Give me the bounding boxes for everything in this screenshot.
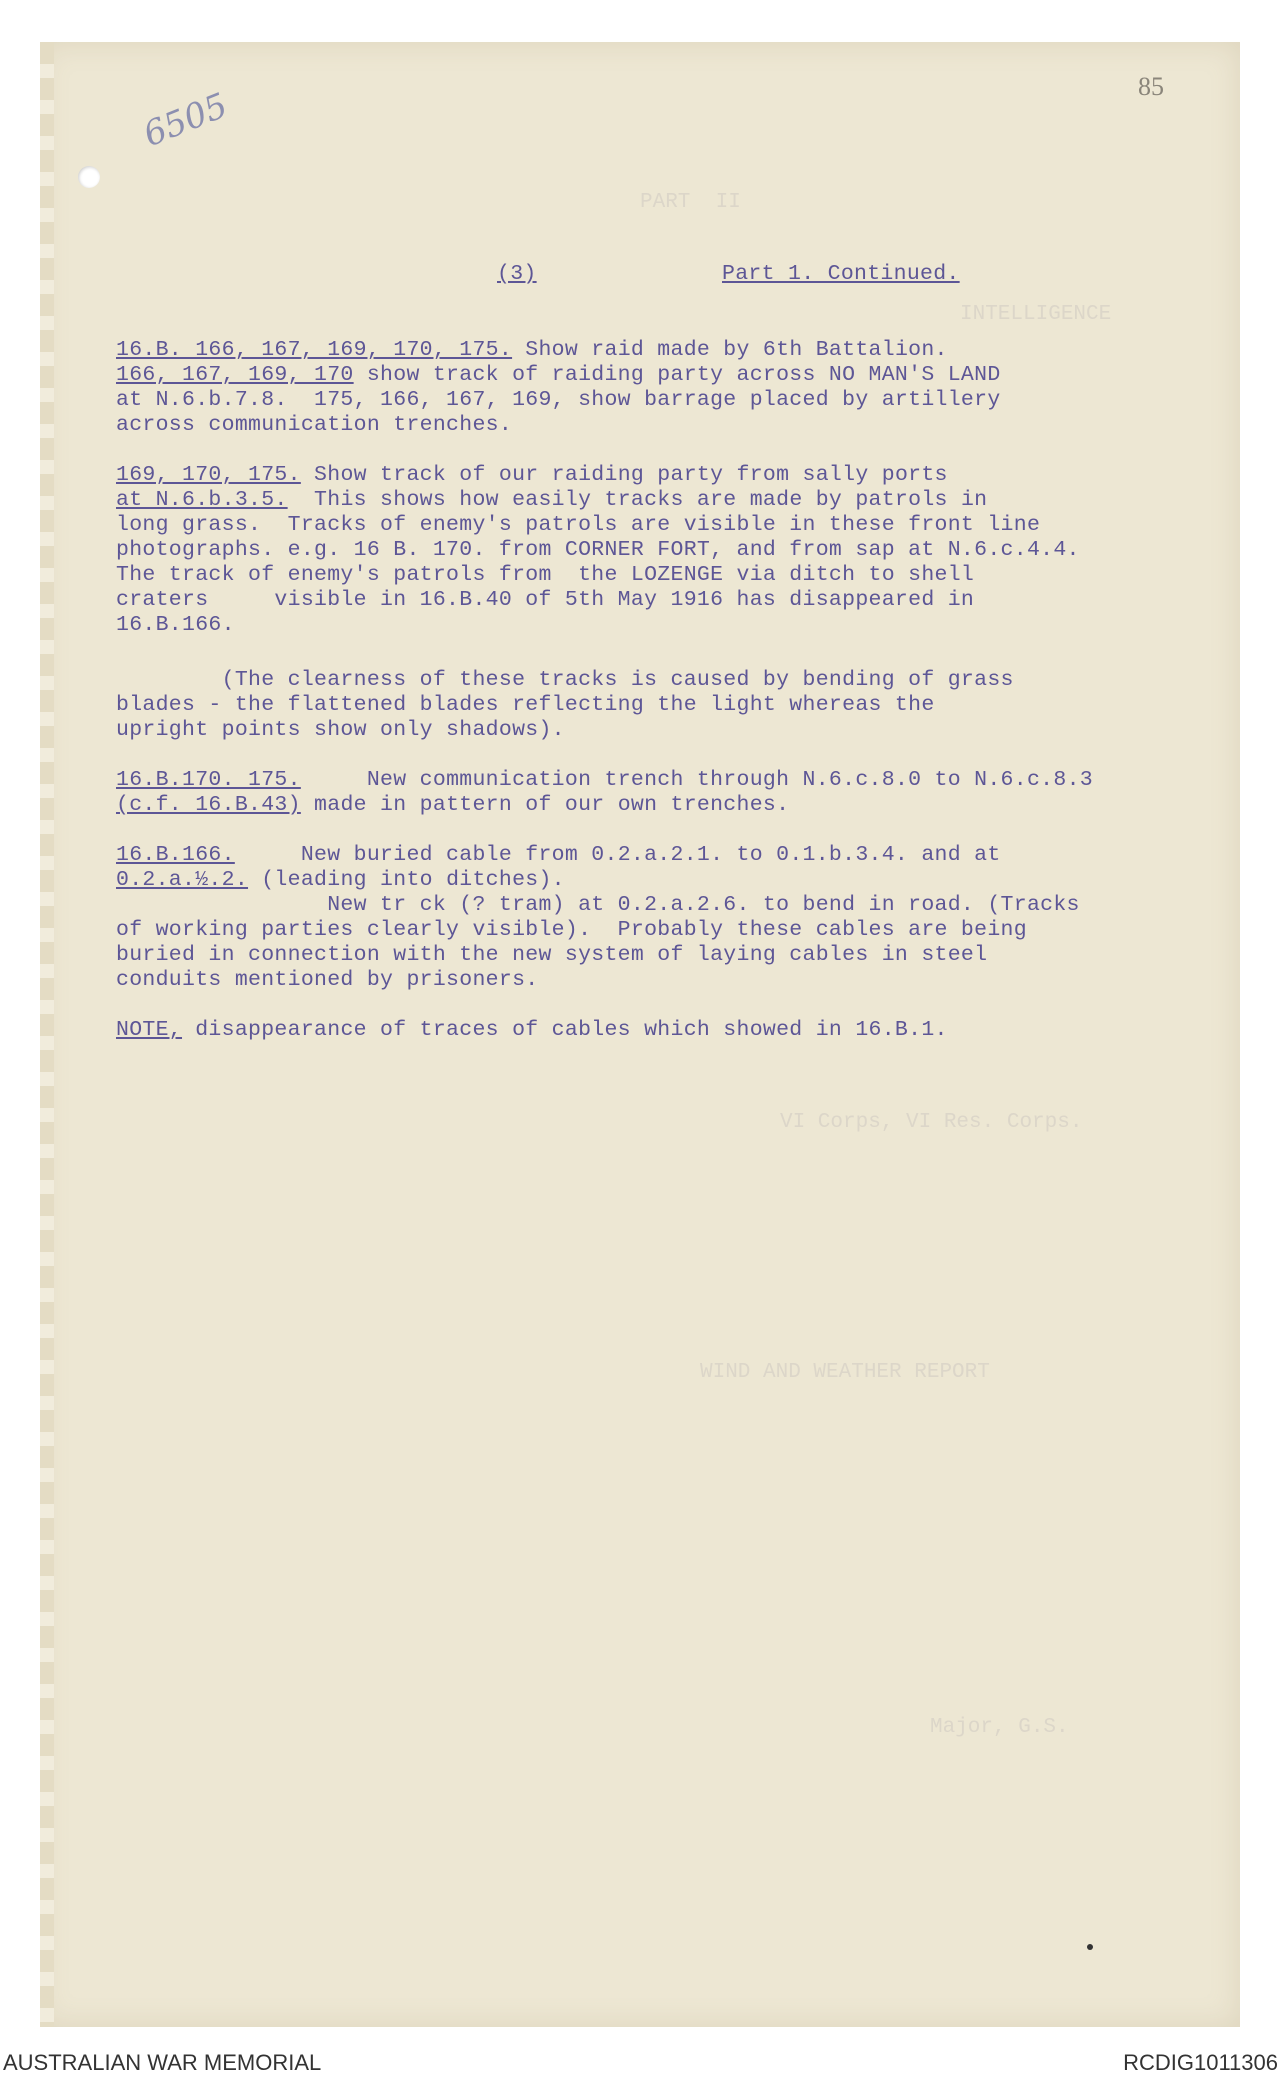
text-line: of working parties clearly visible). Probably these cables are being — [116, 918, 1027, 942]
photo-ref: 16.B.166. — [116, 843, 235, 867]
text-line: (The clearness of these tracks is caused by bending of grass — [116, 668, 1014, 692]
text-line: conduits mentioned by prisoners. — [116, 968, 539, 992]
paragraph-communication-trench — [116, 768, 1226, 818]
grid-ref: 0.2.a.½.2. — [116, 868, 249, 892]
text-line: New communication trench through N.6.c.8.0 to N.6.c.8.3 — [300, 768, 1093, 792]
text-line: New tr ck (? tram) at 0.2.a.2.6. to bend in road. (Tracks — [116, 893, 1080, 917]
text-line: disappearance of traces of cables which showed in 16.B.1. — [182, 1018, 948, 1042]
paragraph-buried-cable — [116, 843, 1226, 993]
punch-hole — [78, 166, 100, 188]
text-line: at N.6.b.7.8. 175, 166, 167, 169, show barrage placed by artillery — [116, 388, 1001, 412]
bleed-through: Major, G.S. — [930, 1716, 1069, 1739]
page-number: 85 — [1138, 72, 1164, 101]
paragraph-note — [116, 1018, 1226, 1043]
paragraph-clearness — [116, 668, 1226, 743]
text-line: upright points show only shadows). — [116, 718, 565, 742]
text-line: buried in connection with the new system of laying cables in steel — [116, 943, 988, 967]
footer-archive-name: AUSTRALIAN WAR MEMORIAL — [3, 2050, 322, 2075]
text-line: This shows how easily tracks are made by patrols in — [287, 488, 988, 512]
photo-ref: (c.f. 16.B.43) — [116, 793, 301, 817]
photo-ref: 16.B. 166, 167, 169, 170, 175. — [116, 338, 513, 362]
text-line: show track of raiding party across NO MAN'S LAND — [353, 363, 1001, 387]
photo-ref: 166, 167, 169, 170 — [116, 363, 354, 387]
section-title: Part 1. Continued. — [722, 262, 960, 286]
text-line: Show raid made by 6th Battalion. — [512, 338, 948, 362]
bleed-through: INTELLIGENCE — [960, 303, 1112, 326]
grid-ref: at N.6.b.3.5. — [116, 488, 288, 512]
bleed-through: PART II — [640, 191, 741, 214]
text-line: long grass. Tracks of enemy's patrols are visible in these front line — [116, 513, 1041, 537]
note-label: NOTE, — [116, 1018, 183, 1042]
ink-dot — [1087, 1944, 1093, 1950]
text-line: made in pattern of our own trenches. — [300, 793, 790, 817]
text-line: (leading into ditches). — [248, 868, 565, 892]
bleed-through: WIND AND WEATHER REPORT — [700, 1361, 990, 1384]
text-line: New buried cable from 0.2.a.2.1. to 0.1.b.3.4. and at — [234, 843, 1001, 867]
photo-ref: 169, 170, 175. — [116, 463, 301, 487]
paragraph-tracks — [116, 463, 1226, 638]
text-line: craters visible in 16.B.40 of 5th May 1916 has disappeared in — [116, 588, 975, 612]
handwritten-reference: 6505 — [138, 85, 234, 156]
photo-ref: 16.B.170. 175. — [116, 768, 301, 792]
text-line: The track of enemy's patrols from the LOZENGE via ditch to shell — [116, 563, 975, 587]
text-line: 16.B.166. — [116, 613, 235, 637]
torn-edge — [40, 42, 54, 2027]
section-number: (3) — [497, 262, 537, 286]
text-line: Show track of our raiding party from sally ports — [300, 463, 948, 487]
text-line: across communication trenches. — [116, 413, 513, 437]
footer-catalog-id: RCDIG1011306 — [1123, 2050, 1278, 2075]
bleed-through: VI Corps, VI Res. Corps. — [780, 1111, 1083, 1134]
text-line: blades - the flattened blades reflecting the light whereas the — [116, 693, 935, 717]
text-line: photographs. e.g. 16 B. 170. from CORNER FORT, and from sap at N.6.c.4.4. — [116, 538, 1080, 562]
paragraph-raid — [116, 338, 1226, 438]
